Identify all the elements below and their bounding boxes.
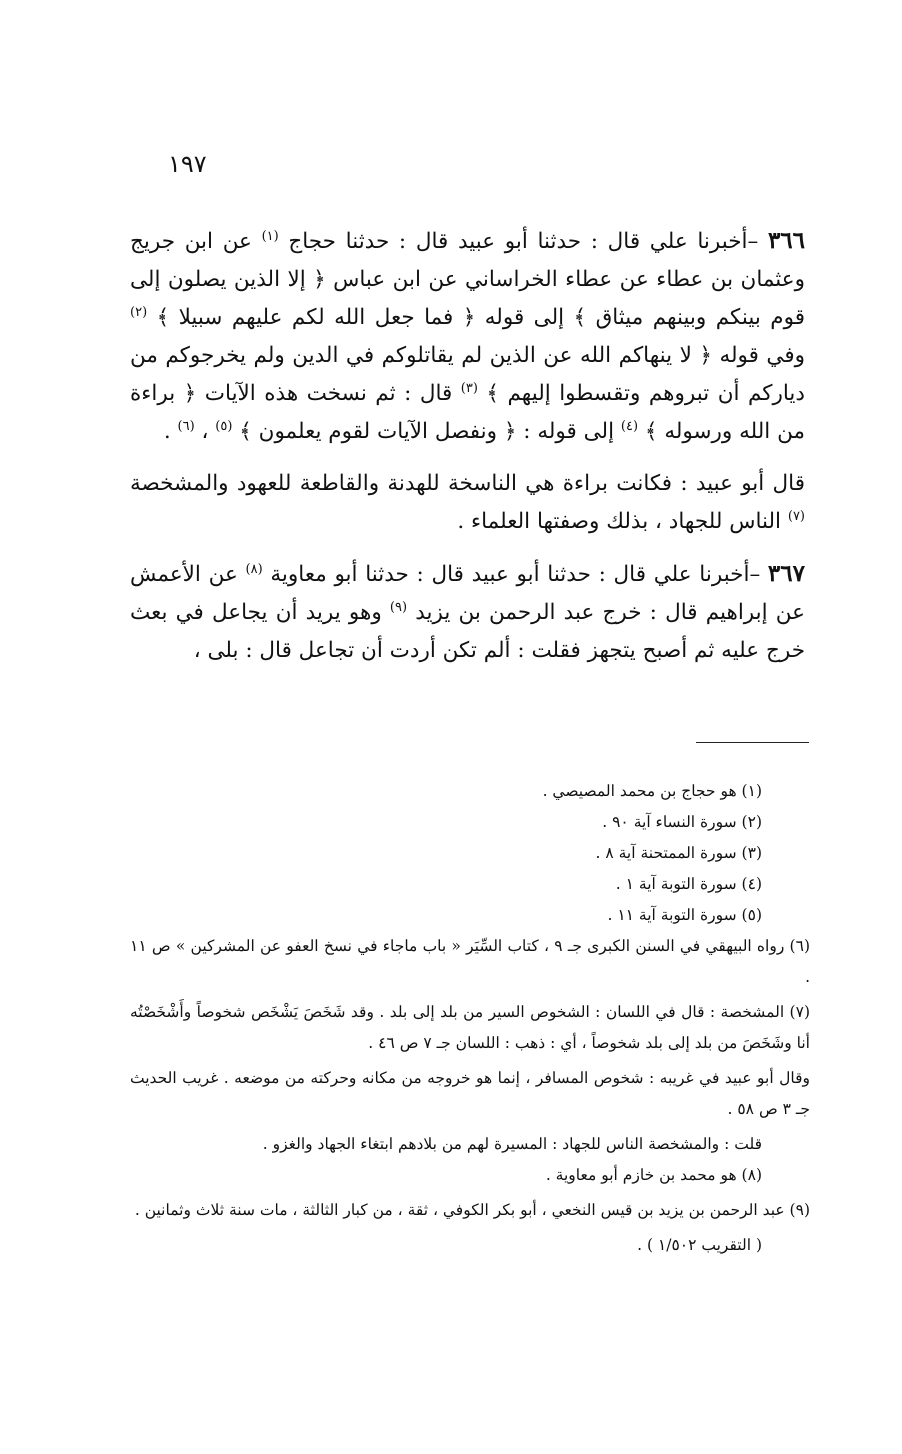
- footnote-7: (٧) المشخصة : قال في اللسان : الشخوص السير من بلد إلى بلد . وقد شَخَصَ يَشْخَص شخوصاً وأَشْخَصْتُه أنا وشَخَصَ من بلد إلى بلد شخوصاً ، أي : ذهب : اللسان جـ ٧ ص ٤٦ .: [130, 1003, 810, 1052]
- hadith-number-366: ٣٦٦: [767, 227, 805, 254]
- footnote-2: (٢) سورة النساء آية ٩٠ .: [602, 813, 762, 831]
- hadith-number-367: ٣٦٧: [767, 560, 805, 587]
- text-segment: أخبرنا علي قال : حدثنا أبو عبيد قال : حدثنا أبو معاوية: [262, 562, 750, 587]
- footnote-ref-6: (٦): [177, 418, 195, 434]
- text-segment: قال أبو عبيد : فكانت براءة هي الناسخة للهدنة والقاطعة للعهود والمشخصة: [130, 471, 805, 496]
- footnote-5: (٥) سورة التوبة آية ١١ .: [607, 906, 762, 924]
- text-segment: عن الأعمش عن إبراهيم قال : خرج عبد الرحمن بن يزيد: [130, 562, 805, 625]
- main-text: [130, 222, 805, 670]
- text-segment: أخبرنا علي قال : حدثنا أبو عبيد قال : حدثنا حجاج: [278, 229, 748, 254]
- footnotes: [130, 776, 810, 1261]
- dash: –: [749, 562, 768, 587]
- footnote-ref-1: (١): [261, 228, 279, 244]
- dash: –: [747, 229, 768, 254]
- footnote-1: (١) هو حجاج بن محمد المصيصي .: [542, 782, 762, 800]
- text-segment: الناس للجهاد ، بذلك وصفتها العلماء .: [457, 509, 788, 534]
- paragraph-abu-ubaid: [130, 465, 805, 541]
- footnote-ref-7: (٧): [787, 508, 805, 524]
- text-segment: ،: [194, 419, 216, 444]
- paragraph-367: [130, 555, 805, 670]
- footnote-9: (٩) عبد الرحمن بن يزيد بن قيس النخعي ، أبو بكر الكوفي ، ثقة ، من كبار الثالثة ، مات سنة ثلاث وثمانين .: [134, 1201, 810, 1219]
- text-segment: قال : ثم نسخت هذه الآيات ﴿ براءة من الله ورسوله ﴾: [130, 381, 805, 444]
- footnote-7-continued: وقال أبو عبيد في غريبه : شخوص المسافر ، إنما هو خروجه من مكانه وحركته من موضعه . غريب الحديث جـ ٣ ص ٥٨ .: [130, 1069, 810, 1118]
- footnote-ref-2: (٢): [130, 304, 148, 320]
- footnote-ref-9: (٩): [389, 599, 408, 615]
- footnote-separator: [696, 742, 809, 743]
- footnote-6: (٦) رواه البيهقي في السنن الكبرى جـ ٩ ، كتاب السِّيَر « باب ماجاء في نسخ العفو عن المشركين » ص ١١ .: [130, 937, 810, 986]
- text-segment: وهو يريد أن يجاعل في بعث خرج عليه ثم أصبح يتجهز فقلت : ألم تكن أردت أن تجاعل قال : بلى ،: [130, 600, 805, 663]
- footnote-ref-4: (٤): [620, 418, 639, 434]
- footnote-ref-5: (٥): [215, 418, 233, 434]
- footnote-3: (٣) سورة الممتحنة آية ٨ .: [595, 844, 762, 862]
- footnote-4: (٤) سورة التوبة آية ١ .: [615, 875, 762, 893]
- text-segment: إلى قوله : ﴿ ونفصل الآيات لقوم يعلمون ﴾: [232, 419, 621, 444]
- footnote-8: (٨) هو محمد بن خازم أبو معاوية .: [545, 1166, 762, 1184]
- footnote-7-note: قلت : والمشخصة الناس للجهاد : المسيرة لهم من بلادهم ابتغاء الجهاد والغزو .: [262, 1135, 762, 1153]
- text-segment: .: [163, 419, 178, 444]
- text-segment: وفي قوله ﴿ لا ينهاكم الله عن الذين لم يقاتلوكم في الدين ولم يخرجوكم من دياركم أن تبروهم وتقسطوا إليهم ﴾: [130, 343, 805, 406]
- page-number: ١٩٧: [168, 150, 207, 178]
- paragraph-366: [130, 222, 805, 451]
- footnote-ref-3: (٣): [460, 380, 478, 396]
- footnote-ref-8: (٨): [245, 561, 263, 577]
- text-segment: عن ابن جريج وعثمان بن عطاء عن عطاء الخراساني عن ابن عباس ﴿ إلا الذين يصلون إلى قوم بينكم وبينهم ميثاق ﴾ إلى قوله ﴿ فما جعل الله لكم عليهم سبيلا ﴾: [130, 229, 805, 330]
- footnote-9-reference: ( التقريب ١/٥٠٢ ) .: [637, 1236, 762, 1254]
